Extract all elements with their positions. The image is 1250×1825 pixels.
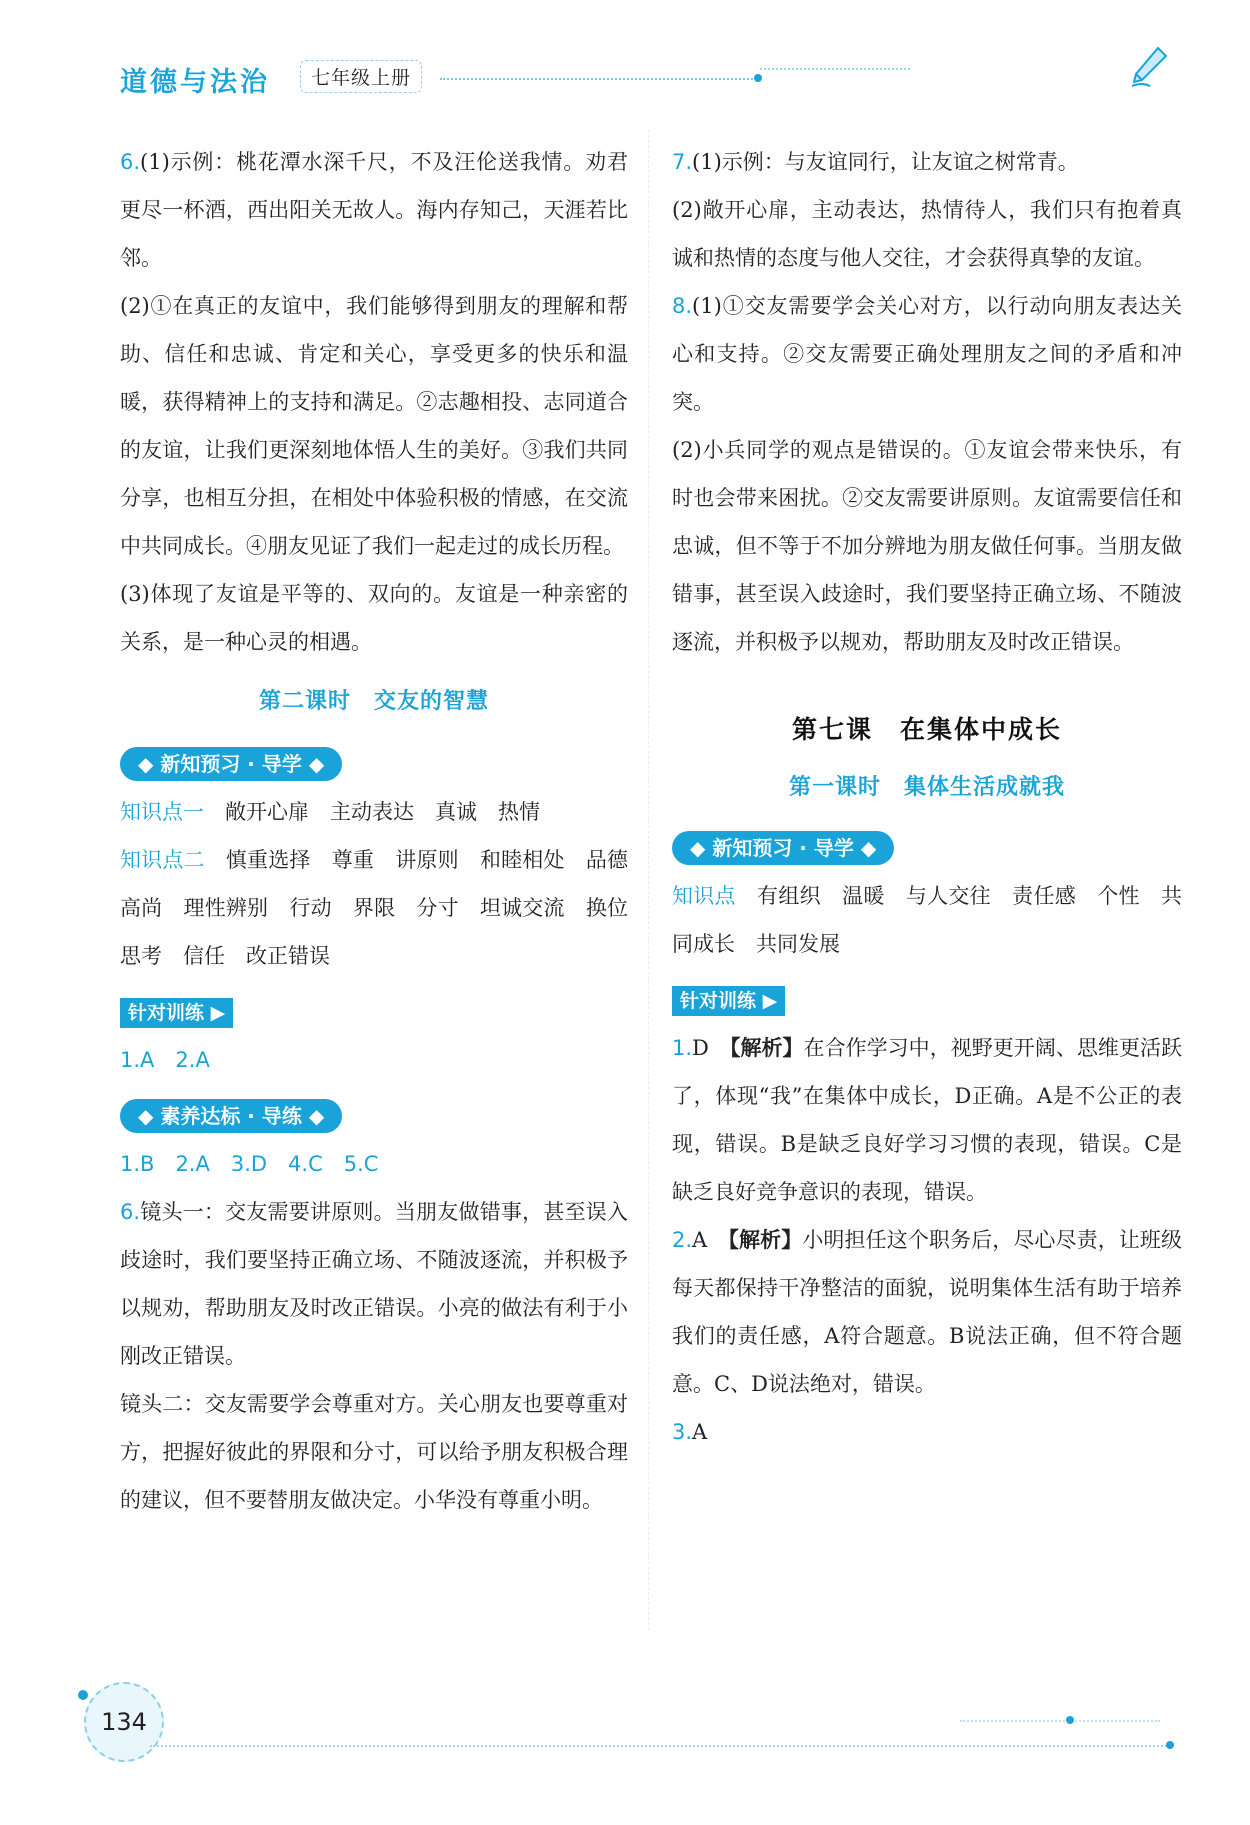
question-number: 6. [120, 150, 141, 174]
preview-pill: ◆ 新知预习 · 导学 ◆ [672, 831, 894, 865]
kp-label: 知识点二 [120, 848, 205, 872]
answer-3 [672, 1408, 1182, 1456]
answer-6 [120, 138, 628, 282]
left-column [120, 138, 628, 1524]
page-header [0, 0, 1250, 110]
page-number: 134 [84, 1682, 164, 1762]
analysis-text: 小明担任这个职务后，尽心尽责，让班级每天都保持干净整洁的面貌，说明集体生活有助于培养我们的责任感，A符合题意。B说法正确，但不符合题意。C、D说法绝对，错误。 [672, 1228, 1183, 1396]
answer-6b-2: 镜头二：交友需要学会尊重对方。关心朋友也要尊重对方，把握好彼此的界限和分寸，可以给予朋友积极合理的建议，但不要替朋友做决定。小华没有尊重小明。 [120, 1392, 628, 1512]
section-title: 第二课时 交友的智慧 [258, 689, 489, 714]
training-tag: 针对训练 ▶ [120, 998, 233, 1028]
footer-divider-2 [960, 1720, 1160, 1722]
question-number: 6. [120, 1200, 141, 1224]
column-divider [648, 130, 649, 1630]
analysis-tag: 【解析】 [729, 1035, 804, 1060]
header-divider [440, 78, 760, 80]
grade-label: 七年级上册 [300, 60, 422, 93]
answer-2 [672, 1216, 1182, 1408]
question-number: 1. [672, 1036, 693, 1060]
answer-text: (1)示例：桃花潭水深千尺，不及汪伦送我情。劝君更尽一杯酒，西出阳关无故人。海内存知己，天涯若比邻。 [120, 150, 628, 270]
knowledge-point-1 [120, 788, 628, 836]
footer-dot [1066, 1716, 1074, 1724]
training-tag: 针对训练 ▶ [672, 986, 785, 1016]
answer-choice: D [692, 1036, 730, 1060]
training-answers: 1.A 2.A [120, 1048, 210, 1072]
answer-choice: A [692, 1228, 729, 1252]
practice-pill: ◆ 素养达标 · 导练 ◆ [120, 1099, 342, 1133]
answer-text: 镜头一：交友需要讲原则。当朋友做错事，甚至误入歧途时，我们要坚持正确立场、不随波逐流，并积极予以规劝，帮助朋友及时改正错误。小亮的做法有利于小刚改正错误。 [120, 1200, 628, 1368]
footer-dot-2 [1166, 1741, 1174, 1749]
answer-text: (1)示例：与友谊同行，让友谊之树常青。 [692, 150, 1079, 174]
header-divider-2 [760, 68, 910, 70]
answer-1 [672, 1024, 1182, 1216]
answer-8 [672, 282, 1182, 426]
kp-label: 知识点一 [120, 800, 204, 824]
kp-text: 有组织 温暖 与人交往 责任感 个性 共同成长 共同发展 [672, 884, 1183, 956]
knowledge-point [672, 872, 1182, 968]
standard-answers: 1.B 2.A 3.D 4.C 5.C [120, 1152, 379, 1176]
kp-text: 敞开心扉 主动表达 真诚 热情 [204, 800, 540, 824]
footer-divider [150, 1745, 1170, 1747]
lesson-title: 第七课 在集体中成长 [791, 715, 1062, 744]
answer-6-2: (2)①在真正的友谊中，我们能够得到朋友的理解和帮助、信任和忠诚、肯定和关心，享受更多的快乐和温暖，获得精神上的支持和满足。②志趣相投、志同道合的友谊，让我们更深刻地体悟人生的美好。③我们共同分享，也相互分担，在相处中体验积极的情感，在交流中共同成长。④朋友见证了我们一起走过的成长历程。 [120, 294, 628, 558]
subject-title: 道德与法治 [120, 67, 270, 98]
answer-6b [120, 1188, 628, 1380]
right-column [672, 138, 1182, 1456]
answer-text: (1)①交友需要学会关心对方，以行动向朋友表达关心和支持。②交友需要正确处理朋友之间的矛盾和冲突。 [672, 294, 1182, 414]
kp-text: 慎重选择 尊重 讲原则 和睦相处 品德高尚 理性辨别 行动 界限 分寸 坦诚交流 换位思考 信任 改正错误 [120, 848, 629, 968]
header-dot [754, 74, 762, 82]
question-number: 8. [672, 294, 693, 318]
knowledge-point-2 [120, 836, 628, 980]
question-number: 7. [672, 150, 693, 174]
pen-icon [1128, 44, 1170, 90]
analysis-text: 在合作学习中，视野更开阔、思维更活跃了，体现“我”在集体中成长，D正确。A是不公正的表现，错误。B是缺乏良好学习习惯的表现，错误。C是缺乏良好竞争意识的表现，错误。 [672, 1036, 1182, 1204]
kp-label: 知识点 [672, 884, 736, 908]
answer-choice: A [692, 1420, 708, 1444]
answer-7-2: (2)敞开心扉，主动表达，热情待人，我们只有抱着真诚和热情的态度与他人交往，才会获得真挚的友谊。 [672, 198, 1182, 270]
section-title: 第一课时 集体生活成就我 [788, 775, 1065, 800]
analysis-tag: 【解析】 [728, 1227, 803, 1252]
answer-8-2: (2)小兵同学的观点是错误的。①友谊会带来快乐，有时也会带来困扰。②交友需要讲原则。友谊需要信任和忠诚，但不等于不加分辨地为朋友做任何事。当朋友做错事，甚至误入歧途时，我们要坚持正确立场、不随波逐流，并积极予以规劝，帮助朋友及时改正错误。 [672, 438, 1182, 654]
answer-7 [672, 138, 1182, 186]
question-number: 2. [672, 1228, 693, 1252]
question-number: 3. [672, 1420, 693, 1444]
preview-pill: ◆ 新知预习 · 导学 ◆ [120, 747, 342, 781]
answer-6-3: (3)体现了友谊是平等的、双向的。友谊是一种亲密的关系，是一种心灵的相遇。 [120, 582, 628, 654]
page-badge-dot [78, 1690, 88, 1700]
